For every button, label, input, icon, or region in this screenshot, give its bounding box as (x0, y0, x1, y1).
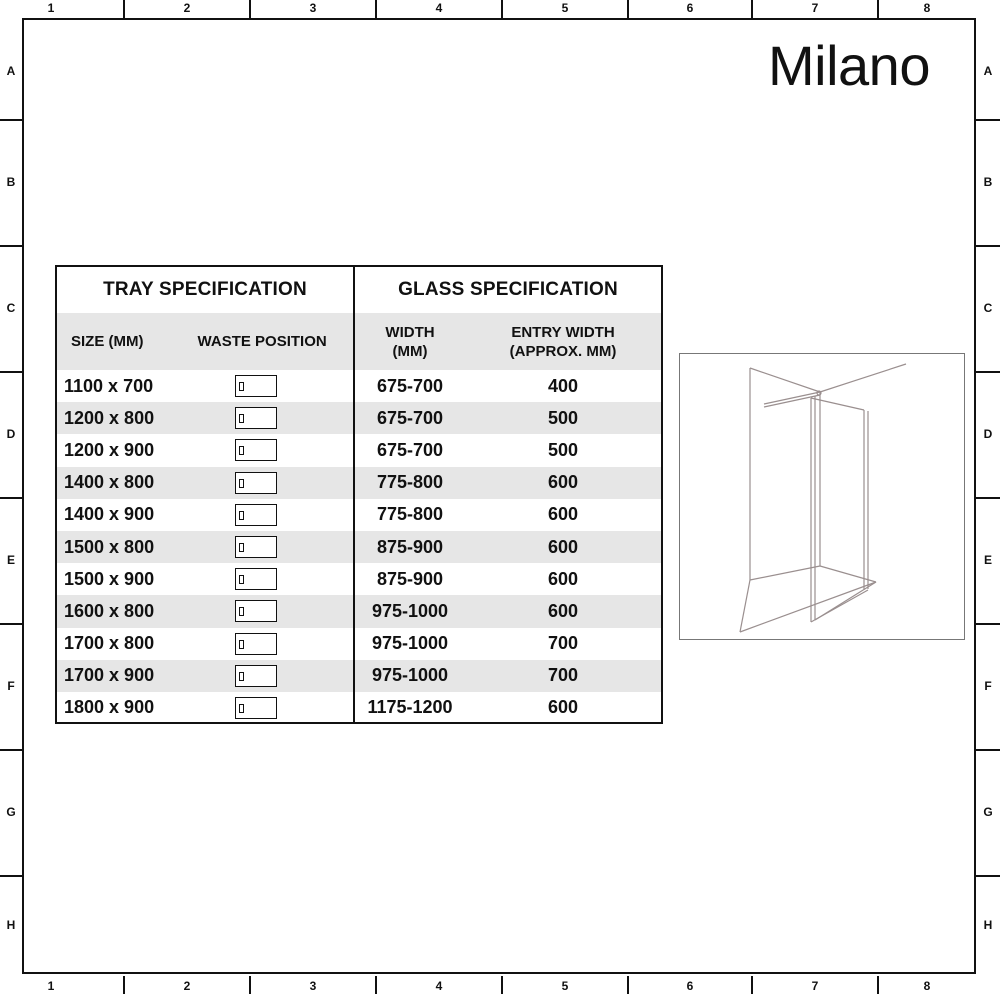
entry-width: 700 (547, 633, 579, 654)
tray-size: 1500 x 800 (64, 536, 155, 557)
tray-row (57, 499, 353, 531)
glass-row (355, 595, 661, 627)
milano-logo: Milano (768, 34, 930, 97)
ruler-tick (375, 0, 377, 18)
glass-row (355, 370, 661, 402)
ruler-tick (123, 976, 125, 994)
waste-position-cell (171, 375, 353, 397)
ruler-column-6: 6 (686, 1, 694, 15)
entry-width: 500 (547, 407, 579, 428)
glass-width: 675-700 (376, 375, 444, 396)
ruler-tick (0, 623, 22, 625)
ruler-tick (249, 0, 251, 18)
glass-width: 975-1000 (371, 633, 449, 654)
width-header (355, 323, 465, 361)
entry-width: 600 (547, 697, 579, 718)
ruler-row-G: G (983, 805, 993, 819)
waste-position-icon (235, 439, 277, 461)
waste-position-cell (171, 697, 353, 719)
ruler-column-6: 6 (686, 979, 694, 993)
glass-row (355, 563, 661, 595)
tray-size: 1500 x 900 (64, 568, 155, 589)
entry-width: 600 (547, 600, 579, 621)
ruler-tick (0, 371, 22, 373)
ruler-tick (0, 119, 22, 121)
waste-position-icon (235, 697, 277, 719)
tray-size: 1200 x 900 (64, 439, 155, 460)
glass-row (355, 402, 661, 434)
tray-row (57, 467, 353, 499)
width-header-line2: (MM) (392, 342, 428, 360)
glass-width: 1175-1200 (367, 697, 453, 718)
ruler-column-8: 8 (923, 1, 931, 15)
ruler-column-5: 5 (561, 1, 569, 15)
waste-position-cell (171, 407, 353, 429)
ruler-column-7: 7 (811, 1, 819, 15)
width-header-line1: WIDTH (385, 323, 435, 341)
tray-row (57, 370, 353, 402)
ruler-tick (0, 749, 22, 751)
ruler-column-2: 2 (183, 979, 191, 993)
glass-row (355, 628, 661, 660)
entry-width: 700 (547, 665, 579, 686)
tray-size: 1200 x 800 (64, 407, 155, 428)
waste-position-cell (171, 600, 353, 622)
waste-position-cell (171, 568, 353, 590)
ruler-row-D: D (983, 427, 993, 441)
ruler-column-5: 5 (561, 979, 569, 993)
ruler-top (0, 0, 1000, 18)
tray-size: 1700 x 800 (64, 633, 155, 654)
ruler-tick (751, 0, 753, 18)
tray-specification (57, 267, 355, 722)
ruler-tick (0, 497, 22, 499)
ruler-row-F: F (7, 679, 15, 693)
ruler-tick (976, 497, 1000, 499)
ruler-bottom (0, 976, 1000, 994)
ruler-tick (375, 976, 377, 994)
tray-size: 1800 x 900 (64, 697, 155, 718)
ruler-row-E: E (983, 553, 992, 567)
ruler-right (976, 0, 1000, 1000)
tray-row (57, 434, 353, 466)
glass-column-headers (355, 313, 661, 370)
ruler-tick (976, 623, 1000, 625)
ruler-tick (976, 371, 1000, 373)
ruler-row-A: A (983, 64, 993, 78)
waste-position-cell (171, 665, 353, 687)
ruler-row-A: A (6, 64, 16, 78)
ruler-row-B: B (6, 175, 16, 189)
glass-row (355, 660, 661, 692)
tray-size: 1400 x 800 (64, 472, 155, 493)
ruler-tick (0, 245, 22, 247)
waste-position-icon (235, 536, 277, 558)
glass-row (355, 467, 661, 499)
ruler-tick (249, 976, 251, 994)
waste-header: WASTE POSITION (197, 333, 327, 350)
waste-position-icon (235, 665, 277, 687)
ruler-column-8: 8 (923, 979, 931, 993)
tray-row (57, 595, 353, 627)
tray-row (57, 563, 353, 595)
ruler-left (0, 0, 22, 1000)
waste-position-cell (171, 536, 353, 558)
ruler-column-7: 7 (811, 979, 819, 993)
ruler-column-1: 1 (47, 1, 55, 15)
tray-rows (57, 370, 353, 724)
waste-position-cell (171, 504, 353, 526)
tray-title: TRAY SPECIFICATION (103, 279, 307, 300)
glass-width: 775-800 (376, 472, 444, 493)
ruler-tick (877, 976, 879, 994)
ruler-row-D: D (6, 427, 16, 441)
tray-row (57, 402, 353, 434)
specification-table (55, 265, 663, 724)
entry-width: 600 (547, 504, 579, 525)
tray-size: 1400 x 900 (64, 504, 155, 525)
glass-title: GLASS SPECIFICATION (398, 279, 618, 300)
ruler-tick (501, 976, 503, 994)
size-header: SIZE (MM) (71, 333, 144, 350)
glass-width: 675-700 (376, 439, 444, 460)
ruler-column-4: 4 (435, 1, 443, 15)
shower-screen-diagram (679, 353, 965, 640)
ruler-row-B: B (983, 175, 993, 189)
entry-header-line2: (APPROX. MM) (509, 342, 617, 360)
waste-position-icon (235, 504, 277, 526)
ruler-tick (0, 875, 22, 877)
tray-size: 1700 x 900 (64, 665, 155, 686)
tray-row (57, 660, 353, 692)
ruler-tick (627, 976, 629, 994)
ruler-column-3: 3 (309, 1, 317, 15)
waste-position-icon (235, 600, 277, 622)
ruler-row-H: H (983, 918, 993, 932)
glass-width: 975-1000 (371, 665, 449, 686)
ruler-column-2: 2 (183, 1, 191, 15)
glass-row (355, 499, 661, 531)
entry-width: 500 (547, 439, 579, 460)
ruler-tick (976, 875, 1000, 877)
tray-size: 1600 x 800 (64, 600, 155, 621)
waste-position-icon (235, 407, 277, 429)
glass-width: 875-900 (376, 536, 444, 557)
entry-width: 600 (547, 472, 579, 493)
ruler-column-1: 1 (47, 979, 55, 993)
waste-position-icon (235, 375, 277, 397)
waste-position-icon (235, 633, 277, 655)
ruler-tick (123, 0, 125, 18)
tray-size: 1100 x 700 (64, 375, 154, 396)
entry-width-header (465, 323, 661, 361)
waste-position-cell (171, 472, 353, 494)
glass-specification (355, 267, 661, 722)
ruler-row-F: F (984, 679, 992, 693)
ruler-row-H: H (6, 918, 16, 932)
ruler-tick (976, 749, 1000, 751)
waste-position-cell (171, 633, 353, 655)
ruler-row-E: E (6, 553, 15, 567)
ruler-row-C: C (983, 301, 993, 315)
ruler-column-3: 3 (309, 979, 317, 993)
waste-position-cell (171, 439, 353, 461)
entry-width: 600 (547, 568, 579, 589)
glass-row (355, 531, 661, 563)
waste-position-icon (235, 472, 277, 494)
ruler-row-C: C (6, 301, 16, 315)
glass-width: 775-800 (376, 504, 444, 525)
glass-row (355, 434, 661, 466)
entry-width: 400 (547, 375, 579, 396)
glass-width: 875-900 (376, 568, 444, 589)
tray-column-headers (57, 313, 353, 370)
entry-width: 600 (547, 536, 579, 557)
glass-width: 675-700 (376, 407, 444, 428)
ruler-tick (751, 976, 753, 994)
ruler-tick (501, 0, 503, 18)
glass-width: 975-1000 (371, 600, 449, 621)
ruler-column-4: 4 (435, 979, 443, 993)
waste-position-icon (235, 568, 277, 590)
ruler-row-G: G (6, 805, 16, 819)
tray-row (57, 531, 353, 563)
glass-rows (355, 370, 661, 724)
entry-header-line1: ENTRY WIDTH (511, 323, 615, 341)
ruler-tick (627, 0, 629, 18)
ruler-tick (976, 245, 1000, 247)
wetroom-screen-drawing (680, 354, 964, 639)
ruler-tick (877, 0, 879, 18)
tray-row (57, 692, 353, 724)
tray-row (57, 628, 353, 660)
glass-row (355, 692, 661, 724)
ruler-tick (976, 119, 1000, 121)
